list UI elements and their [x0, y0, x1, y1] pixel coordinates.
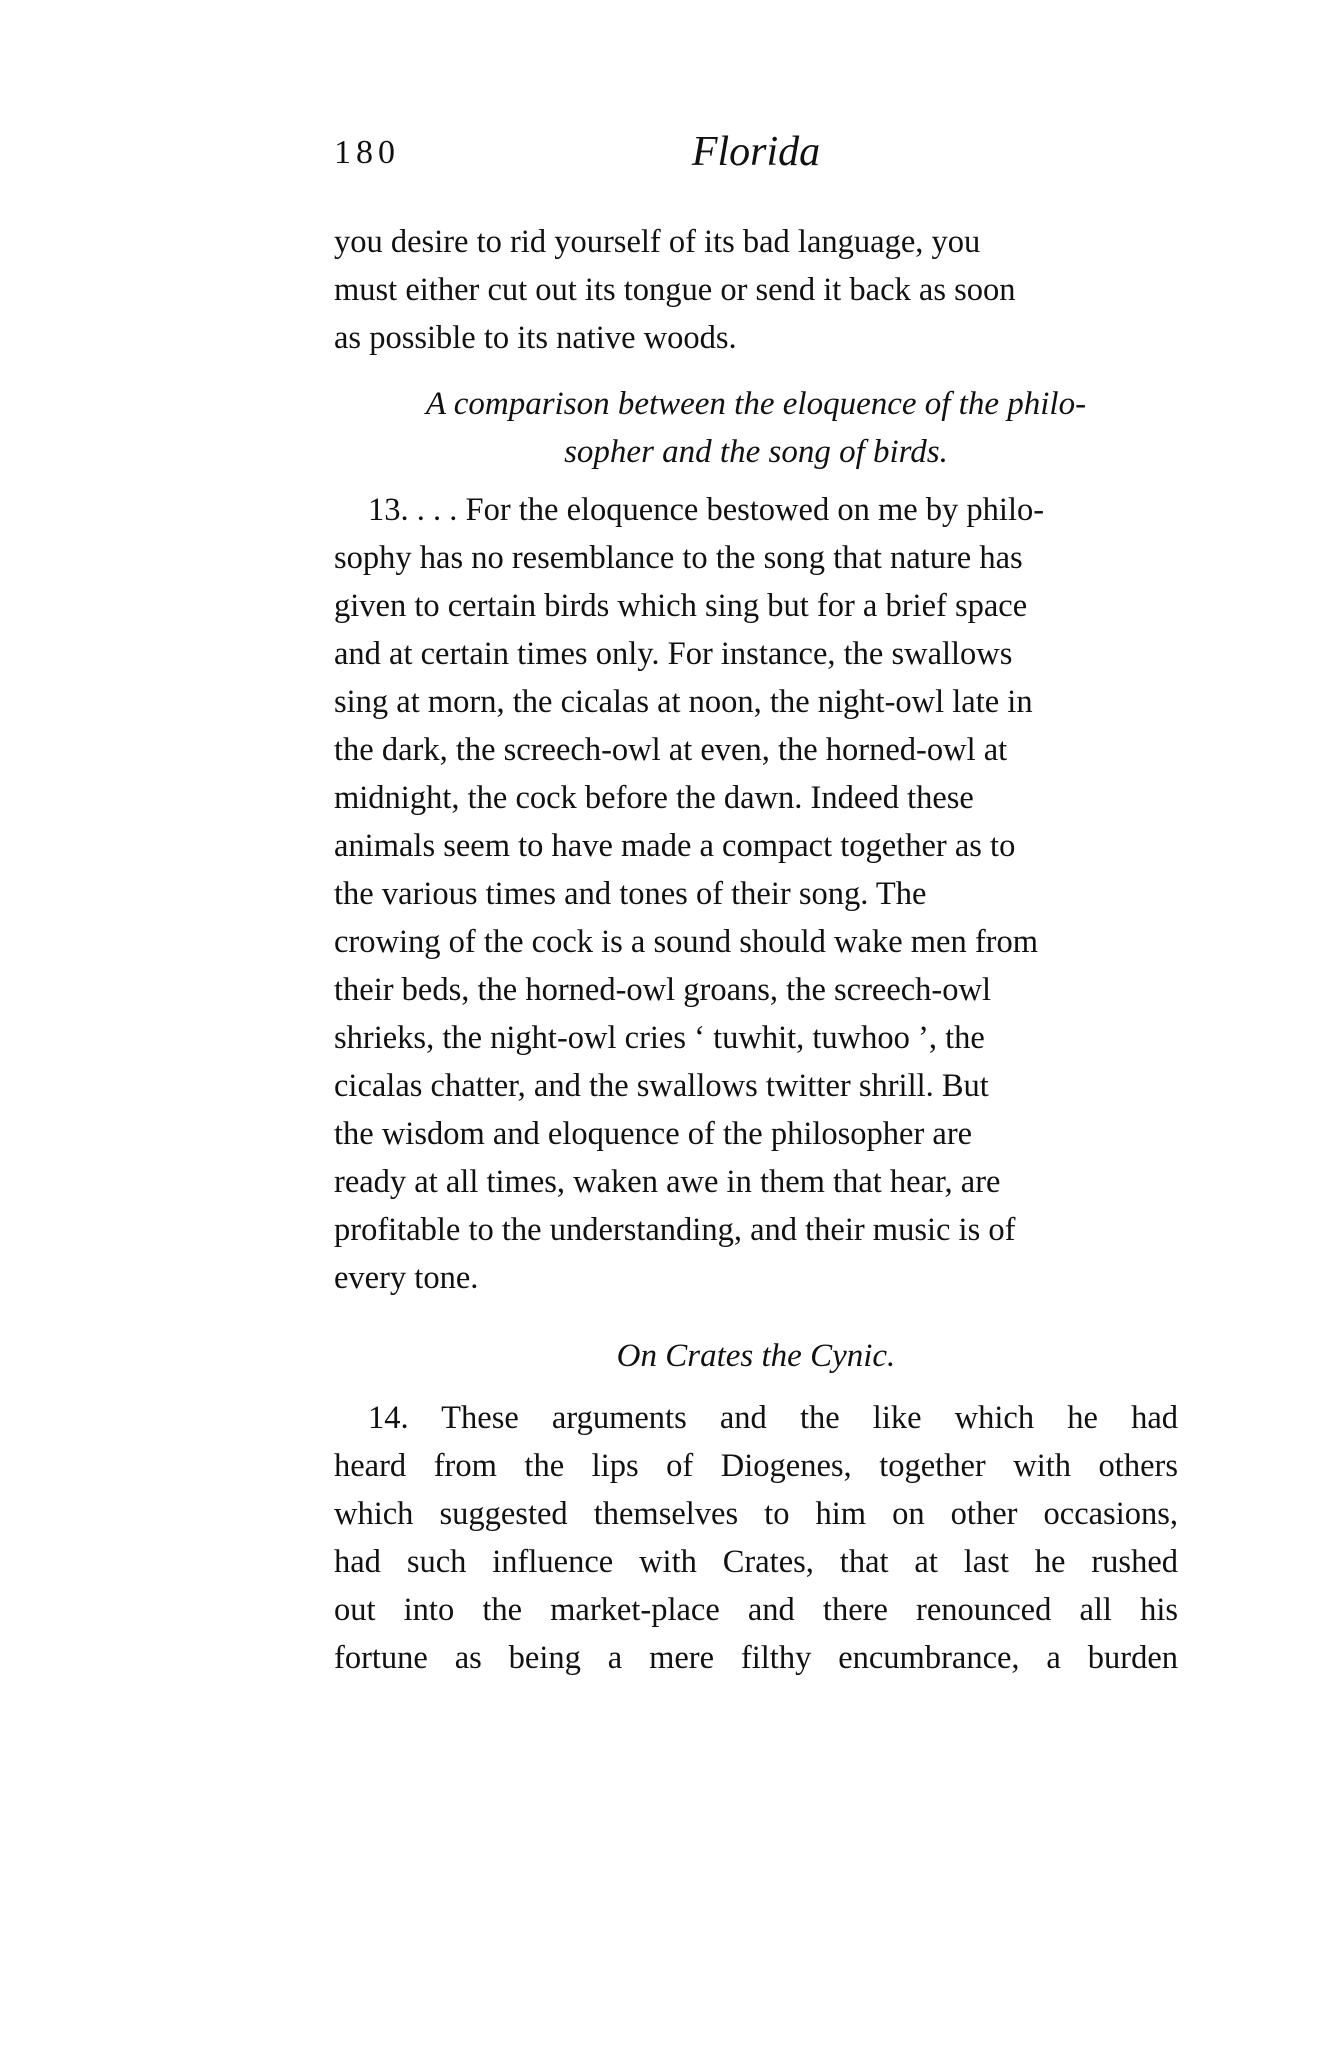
- page-header: [334, 128, 1178, 188]
- paragraph-continuation: you desire to rid yourself of its bad language, you must either cut out its tongue or send it back as soon as possible to its native woods.: [334, 224, 1016, 356]
- section-heading-crates: On Crates the Cynic.: [616, 1338, 896, 1374]
- page-number: 180: [334, 134, 400, 171]
- paragraph-13: 13. . . . For the eloquence bestowed on me by philo- sophy has no resemblance to the song that nature has given to certain birds which sing but for a brief space and at certain times only. For instance, the swallows sing at morn, the cicalas at noon, the night-owl late in the dark, the screech-owl at even, the horned-owl at midnight, the cock before the dawn. Indeed these animals seem to have made a compact together as to the various times and tones of their song. The crowing of the cock is a sound should wake men from their beds, the horned-owl groans, the screech-owl shrieks, the night-owl cries ‘ tuwhit, tuwhoo ’, the cicalas chatter, and the swallows twitter shrill. But the wisdom and eloquence of the philosopher are ready at all times, waken awe in them that hear, are profitable to the understanding, and their music is of every tone.: [334, 492, 1045, 1296]
- page-body: [334, 218, 1178, 1682]
- section-heading-comparison: A comparison between the eloquence of the philo- sopher and the song of birds.: [425, 386, 1087, 470]
- running-title: Florida: [691, 129, 821, 175]
- paragraph-14: 14. These arguments and the like which he had heard from the lips of Diogenes, together with others which suggested themselves to him on other occasions, had such influence with Crates, that at last he rushed out into the market-place and there renounced all his fortune as being a mere filthy encumbrance, a burden: [334, 1400, 1178, 1676]
